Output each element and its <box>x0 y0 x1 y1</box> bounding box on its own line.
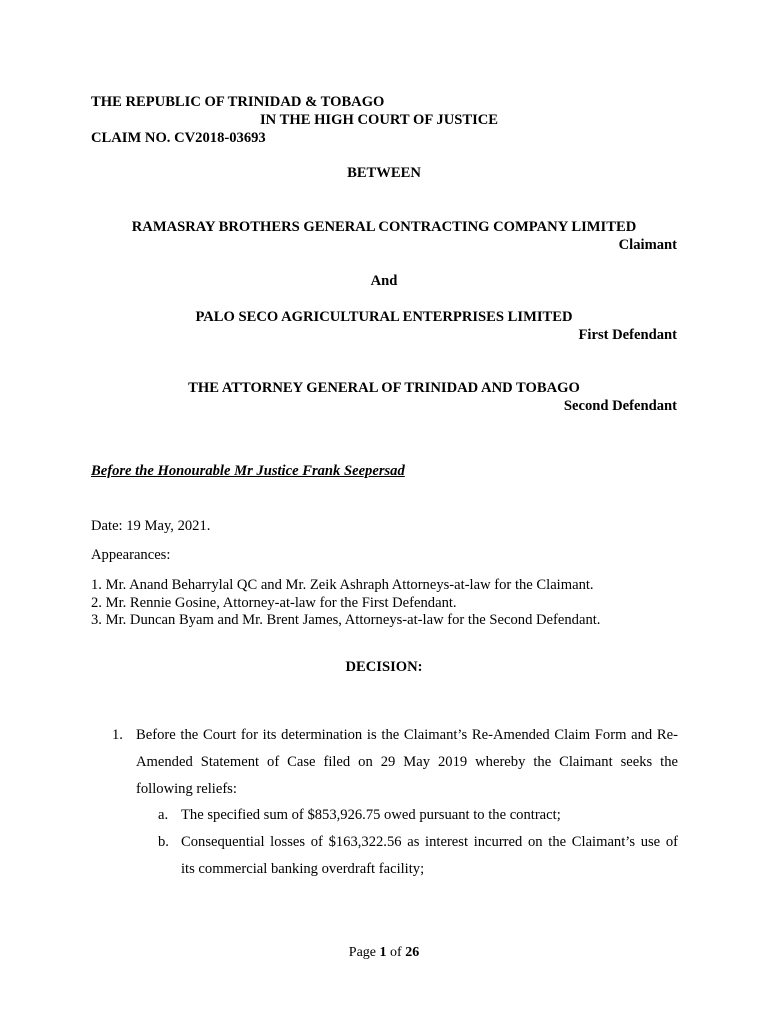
relief-text: The specified sum of $853,926.75 owed pursuant to the contract; <box>181 807 561 823</box>
relief-text: its commercial banking overdraft facility; <box>181 861 425 877</box>
first-defendant-role: First Defendant <box>578 327 677 343</box>
decision-date: Date: 19 May, 2021. <box>91 518 211 534</box>
between-heading: BETWEEN <box>347 165 421 181</box>
appearance-item: 2. Mr. Rennie Gosine, Attorney-at-law for the First Defendant. <box>91 595 457 611</box>
paragraph-number: 1. <box>112 727 123 743</box>
decision-heading: DECISION: <box>345 659 423 675</box>
first-defendant-name: PALO SECO AGRICULTURAL ENTERPRISES LIMITED <box>195 309 573 325</box>
second-defendant-role: Second Defendant <box>563 398 677 414</box>
of-word: of <box>390 945 402 960</box>
court-heading: IN THE HIGH COURT OF JUSTICE <box>260 112 499 128</box>
paragraph-line: Amended Statement of Case filed on 29 May 2019 whereby the Claimant seeks the <box>136 754 678 770</box>
appearance-item: 1. Mr. Anand Beharrylal QC and Mr. Zeik Ashraph Attorneys-at-law for the Claimant. <box>91 577 594 593</box>
claimant-name: RAMASRAY BROTHERS GENERAL CONTRACTING COMPANY LIMITED <box>131 219 637 235</box>
paragraph-line: Before the Court for its determination is the Claimant’s Re-Amended Claim Form and Re- <box>136 727 678 743</box>
page-number: 1 <box>379 945 387 960</box>
total-pages: 26 <box>405 945 420 960</box>
paragraph-line: following reliefs: <box>136 781 237 797</box>
relief-label: b. <box>158 834 169 850</box>
appearances-heading: Appearances: <box>91 547 171 563</box>
relief-text: Consequential losses of $163,322.56 as interest incurred on the Claimant’s use of <box>181 834 678 850</box>
claimant-role: Claimant <box>618 237 677 253</box>
relief-label: a. <box>158 807 169 823</box>
appearance-item: 3. Mr. Duncan Byam and Mr. Brent James, Attorneys-at-law for the Second Defendant. <box>91 612 601 628</box>
judge-line: Before the Honourable Mr Justice Frank Seepersad <box>91 463 405 479</box>
page-footer <box>0 945 768 961</box>
and-separator: And <box>370 273 398 289</box>
claim-number: CLAIM NO. CV2018-03693 <box>91 130 266 146</box>
second-defendant-name: THE ATTORNEY GENERAL OF TRINIDAD AND TOBAGO <box>188 380 580 396</box>
page-word: Page <box>348 945 377 960</box>
republic-heading: THE REPUBLIC OF TRINIDAD & TOBAGO <box>91 94 385 110</box>
